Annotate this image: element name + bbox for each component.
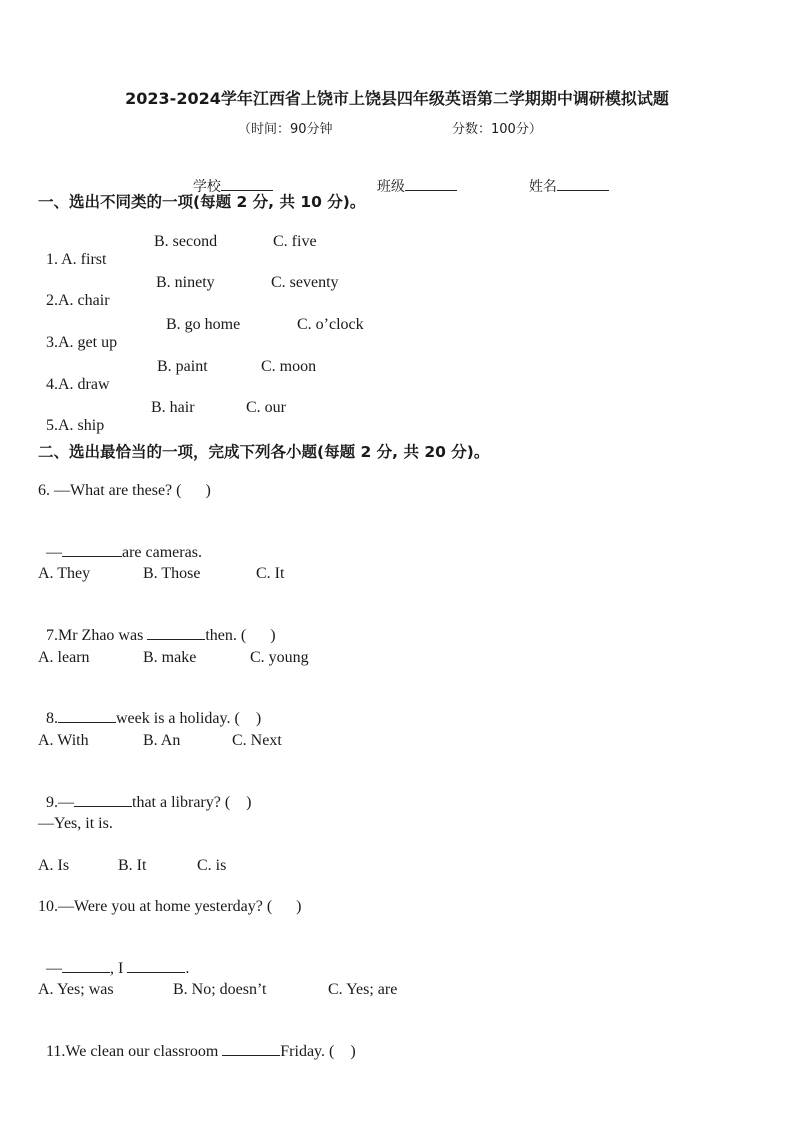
option-a: A. draw xyxy=(58,376,110,393)
option-a: A. Is xyxy=(38,857,70,874)
option-b: B. hair xyxy=(151,399,195,416)
question-5 xyxy=(38,399,104,435)
option-b: B. An xyxy=(143,732,181,749)
option-c: C. young xyxy=(250,649,309,666)
option-a: A. Yes; was xyxy=(38,981,114,998)
option-a: A. With xyxy=(38,732,89,749)
stem-start: 8. xyxy=(46,710,58,727)
name-blank xyxy=(557,178,609,191)
option-a: A. learn xyxy=(38,649,90,666)
question-number: 3. xyxy=(46,334,58,351)
option-c: C. is xyxy=(197,857,227,874)
class-blank xyxy=(405,178,457,191)
class-label: 班级 xyxy=(376,179,405,195)
option-c: C. moon xyxy=(261,358,317,375)
option-c: C. It xyxy=(256,565,285,582)
option-b: B. go home xyxy=(166,316,241,333)
class-field xyxy=(368,160,457,196)
school-label: 学校 xyxy=(192,179,221,195)
section1-heading: 一、选出不同类的一项(每题 2 分, 共 10 分)。 xyxy=(38,193,366,211)
answer-blank xyxy=(147,625,205,640)
time-label: （时间：90分钟 xyxy=(238,122,333,137)
option-a: A. chair xyxy=(58,292,110,309)
option-a: A. They xyxy=(38,565,91,582)
option-c: C. Yes; are xyxy=(328,981,398,998)
question-4 xyxy=(38,358,110,394)
option-a: A. get up xyxy=(58,334,118,351)
answer-blank-1 xyxy=(62,958,110,973)
stem-end: Friday. ( ) xyxy=(280,1043,356,1060)
name-field xyxy=(520,160,609,196)
answer-blank xyxy=(222,1041,280,1056)
stem-start: 9.— xyxy=(46,794,74,811)
option-b: B. ninety xyxy=(156,274,215,291)
question-7-stem xyxy=(38,607,276,645)
option-b: B. second xyxy=(154,233,218,250)
stem-end: week is a holiday. ( ) xyxy=(116,710,262,727)
question-3 xyxy=(38,316,117,352)
question-6-response xyxy=(38,524,202,562)
answer-blank xyxy=(62,542,122,557)
stem-end: then. ( ) xyxy=(205,627,276,644)
question-number: 2. xyxy=(46,292,58,309)
exam-title: 2023-2024学年江西省上饶市上饶县四年级英语第二学期期中调研模拟试题 xyxy=(125,89,669,108)
question-8-stem xyxy=(38,690,261,728)
question-number: 4. xyxy=(46,376,58,393)
option-a: A. first xyxy=(61,251,107,268)
stem-start: 11.We clean our classroom xyxy=(46,1043,223,1060)
name-label: 姓名 xyxy=(528,179,557,195)
option-a: A. ship xyxy=(58,417,105,434)
question-11-stem xyxy=(38,1023,356,1061)
question-9-stem xyxy=(38,774,252,812)
stem-end: that a library? ( ) xyxy=(132,794,252,811)
option-c: C. o’clock xyxy=(297,316,364,333)
response-end: . xyxy=(185,960,190,977)
section2-heading: 二、选出最恰当的一项，完成下列各小题(每题 2 分, 共 20 分)。 xyxy=(38,443,490,461)
question-1 xyxy=(38,233,106,269)
option-b: B. Those xyxy=(143,565,201,582)
option-b: B. It xyxy=(118,857,147,874)
question-10-response xyxy=(38,940,189,978)
answer-blank-2 xyxy=(127,958,185,973)
response-mid: , I xyxy=(110,960,128,977)
question-number: 5. xyxy=(46,417,58,434)
option-c: C. seventy xyxy=(271,274,339,291)
option-b: B. No; doesn’t xyxy=(173,981,267,998)
question-number: 1. xyxy=(46,251,62,268)
stem-start: 7.Mr Zhao was xyxy=(46,627,148,644)
score-label: 分数：100分） xyxy=(452,122,542,137)
question-10-stem: 10.—Were you at home yesterday? ( ) xyxy=(38,898,302,915)
option-c: C. Next xyxy=(232,732,282,749)
answer-blank xyxy=(74,792,132,807)
dash: — xyxy=(46,544,62,561)
response-text: are cameras. xyxy=(122,544,202,561)
option-c: C. five xyxy=(273,233,317,250)
answer-blank xyxy=(58,708,116,723)
option-b: B. make xyxy=(143,649,197,666)
question-9-response: —Yes, it is. xyxy=(38,815,113,832)
option-c: C. our xyxy=(246,399,286,416)
dash: — xyxy=(46,960,62,977)
option-b: B. paint xyxy=(157,358,208,375)
question-2 xyxy=(38,274,110,310)
question-6-stem: 6. —What are these? ( ) xyxy=(38,482,211,499)
